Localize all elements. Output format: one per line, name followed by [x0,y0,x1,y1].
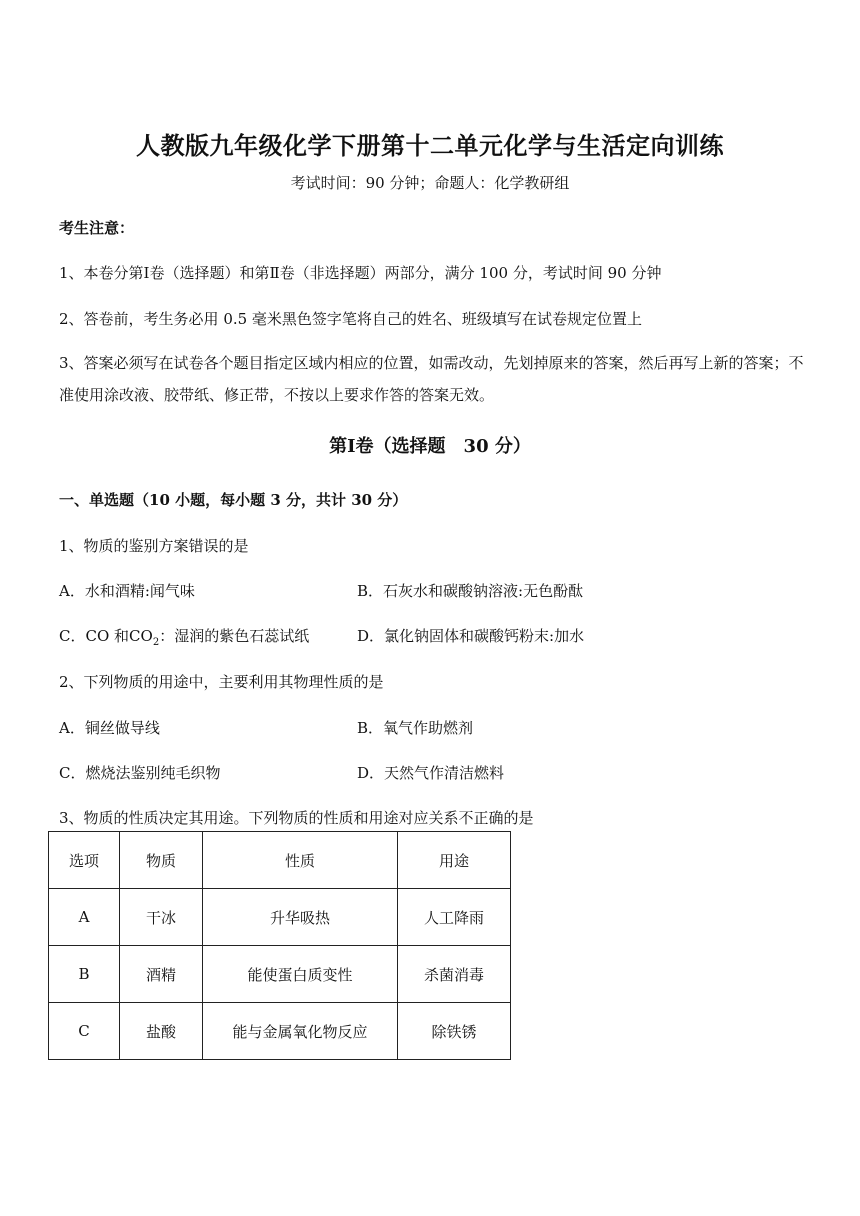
question-1-option-d: D．氯化钠固体和碳酸钙粉末:加水 [357,627,585,645]
table-cell: 人工降雨 [398,889,511,946]
table-header-row [49,832,511,889]
table-cell: C [49,1003,120,1060]
notice-item-1: 1、本卷分第Ⅰ卷（选择题）和第Ⅱ卷（非选择题）两部分，满分 100 分，考试时间 90 分钟 [59,264,662,282]
properties-table [48,831,511,1060]
table-row [49,1003,511,1060]
exam-subtitle: 考试时间：90 分钟；命题人：化学教研组 [290,174,570,192]
question-2-option-d: D．天然气作清洁燃料 [357,764,505,782]
co2-subscript: 2 [152,637,160,648]
question-2-stem: 2、下列物质的用途中，主要利用其物理性质的是 [59,673,384,691]
question-1-option-a: A．水和酒精:闻气味 [59,582,195,600]
table-header-cell: 用途 [398,832,511,889]
table-cell: 能使蛋白质变性 [203,946,398,1003]
table-header-cell: 物质 [120,832,203,889]
table-cell: 酒精 [120,946,203,1003]
question-1-stem: 1、物质的鉴别方案错误的是 [59,537,249,555]
section-title: 第Ⅰ卷（选择题 30 分） [329,436,531,457]
table-cell: B [49,946,120,1003]
question-1-option-b: B．石灰水和碳酸钠溶液:无色酚酞 [357,582,584,600]
table-row [49,946,511,1003]
option-c-suffix: ：湿润的紫色石蕊试纸 [159,627,310,645]
part-heading: 一、单选题（10 小题，每小题 3 分，共计 30 分） [59,491,408,509]
table-header-cell: 选项 [49,832,120,889]
table-cell: 干冰 [120,889,203,946]
table-cell: 杀菌消毒 [398,946,511,1003]
question-2-option-c: C．燃烧法鉴别纯毛织物 [59,764,221,782]
table-row [49,889,511,946]
notice-item-2: 2、答卷前，考生务必用 0.5 毫米黑色签字笔将自己的姓名、班级填写在试卷规定位置上 [59,310,642,328]
table-cell: 能与金属氧化物反应 [203,1003,398,1060]
question-3-stem: 3、物质的性质决定其用途。下列物质的性质和用途对应关系不正确的是 [59,809,534,827]
notice-heading: 考生注意： [59,219,135,237]
question-1-option-c [59,625,309,648]
question-2-option-a: A．铜丝做导线 [59,719,160,737]
table-cell: 除铁锈 [398,1003,511,1060]
notice-item-3: 3、答案必须写在试卷各个题目指定区域内相应的位置，如需改动，先划掉原来的答案，然后再写上新的答案；不准使用涂改液、胶带纸、修正带，不按以上要求作答的答案无效。 [59,354,804,404]
table-header-cell: 性质 [203,832,398,889]
table-cell: 升华吸热 [203,889,398,946]
co2-formula: CO [129,627,153,645]
table-cell: A [49,889,120,946]
option-c-prefix: C．CO 和 [59,627,130,645]
question-2-option-b: B．氧气作助燃剂 [357,719,474,737]
exam-title: 人教版九年级化学下册第十二单元化学与生活定向训练 [136,131,724,160]
table-cell: 盐酸 [120,1003,203,1060]
